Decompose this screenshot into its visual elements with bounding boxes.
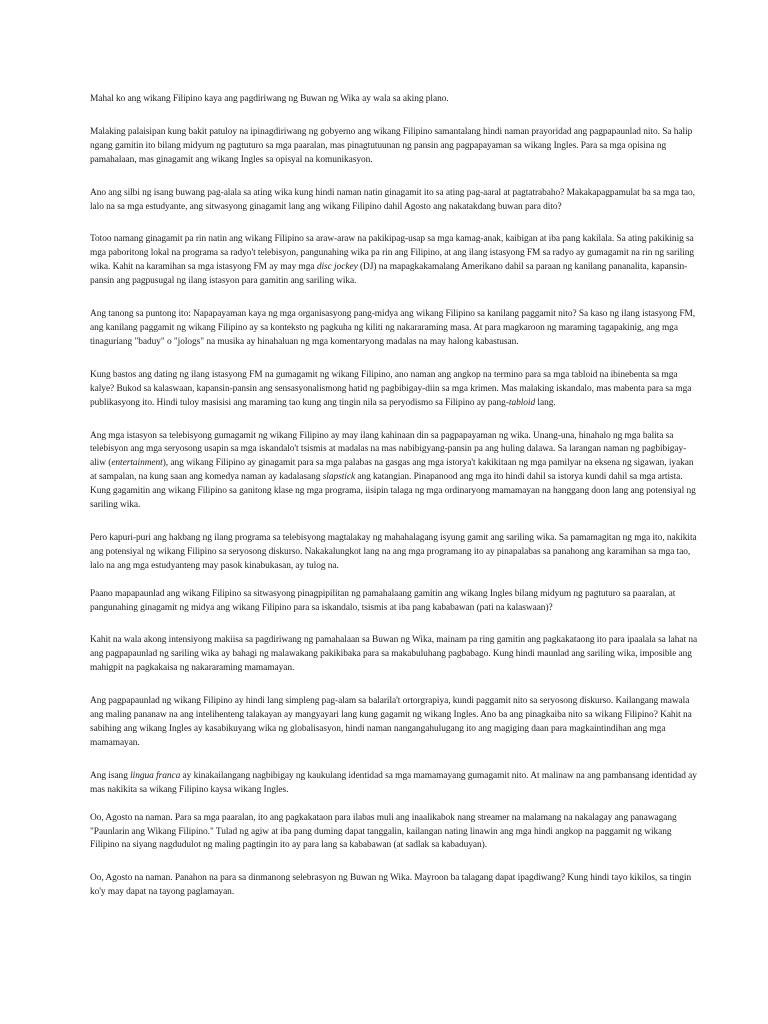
text-run: Kahit na wala akong intensiyong makiisa sa pagdiriwang ng pamahalaan sa Buwan ng Wika, mainam pa ring gamitin ang pagkakataong ito para ipaalala sa lahat na ang pagpapaunlad ng sariling wika ay bahagi ng malawakang pakikibaka para sa makabuluhang pagbabago. Kung hindi maunlad ang sariling wika, imposible ang mahigpit na pagkakaisa ng nakararaming mamamayan. [90,635,698,674]
italic-term: slapstick [322,472,356,483]
text-run: (DJ) na mapagkakamalang Amerikano dahil sa paraan ng kanilang pananalita, kapansin-pansin ang pagpusugal ng ilang istasyon para gamitin ang sariling wika. [90,262,688,287]
paragraph [90,430,702,513]
italic-term: entertainment [111,458,163,469]
text-run: Ang mga istasyon sa telebisyong gumagamit ng wikang Filipino ay may ilang kahinaan din sa pagpapayaman ng wika. Unang-una, hinahalo ng mga balita sa telebisyon ang mga seryosong usapin sa mga iskandalo't tsismis at madalas na mas nabibigyang-pansin pa ang huling dalawa. Sa larangan naman ng pagbibigay-aliw ( [90,430,687,469]
paragraph [90,872,702,900]
text-run: lang. [535,397,556,408]
text-run: ang katangian. Pinapanood ang mga ito hindi dahil sa istorya kundi dahil sa mga artista. Kung gagamitin ang wikang Filipino sa ganitong klase ng mga programa, iisipin talaga ng mga ordinaryong mamamayan na hanggang doon lang ang potensiyal ng sariling wika. [90,472,696,511]
text-run: ay kinakailangang nagbibigay ng kaukulang identidad sa mga mamamayang gumagamit nito. At malinaw na ang pambansang identidad ay mas nakikita sa wikang Filipino kaysa wikang Ingles. [90,770,697,795]
paragraph [90,812,702,854]
paragraph [90,126,702,168]
paragraph [90,187,702,215]
paragraph [90,588,702,616]
paragraph [90,770,702,798]
text-run: Malaking palaisipan kung bakit patuloy na ipinagdiriwang ng gobyerno ang wikang Filipino samantalang hindi naman prayoridad ang pagpapaunlad nito. Sa halip ngang gamitin ito bilang midyum ng pagtuturo sa mga paaralan, mas pinagtutuunan ng pansin ang pagpapayaman sa wikang Ingles. Para sa mga opisina ng pamahalaan, mas ginagamit ang wikang Ingles sa opisyal na komunikasyon. [90,126,693,165]
paragraph [90,369,702,411]
paragraph [90,532,702,574]
paragraph [90,308,702,350]
italic-term: disc jockey [316,262,358,273]
text-run: Totoo namang ginagamit pa rin natin ang wikang Filipino sa araw-araw na pakikipag-usap sa mga kamag-anak, kaibigan at iba pang kakilala. Sa ating pakikinig sa mga paboritong lokal na programa sa radyo't telebisyon, pangunahing wika pa rin ang Filipino, at ang ilang istasyong FM sa radyo ay gumagamit na rin ng sariling wika. Kahit na karamihan sa mga istasyong FM ay may mga [90,234,694,273]
text-run: Ang tanong sa puntong ito: Napapayaman kaya ng mga organisasyong pang-midya ang wikang Filipino sa kanilang paggamit nito? Sa kaso ng ilang istasyong FM, ang kanilang paggamit ng wikang Filipino ay sa konteksto ng pagkuha ng kiliti ng nakararaming masa. At para magkaroon ng maraming tagapakinig, ang mga tinaguriang "baduy" o "jologs" na musika ay hinahaluan ng mga komentaryong madalas na may halong kabastusan. [90,309,696,347]
text-run: Ang isang [90,770,131,781]
text-run: Mahal ko ang wikang Filipino kaya ang pagdiriwang ng Buwan ng Wika ay wala sa aking plano. [90,94,449,104]
paragraph [90,233,702,289]
document-page [90,93,702,900]
italic-term: lingua franca [130,770,181,781]
text-run: Pero kapuri-puri ang hakbang ng ilang programa sa telebisyong magtalakay ng mahahalagang isyung gamit ang sariling wika. Sa pamamagitan ng mga ito, nakikita ang potensiyal ng wikang Filipino sa seryosong diskurso. Nakakalungkot lang na ang mga programang ito ay pinapalabas sa panahong ang karamihan sa mga tao, lalo na ang mga estudyanteng may pasok kinabukasan, ay tulog na. [90,532,697,571]
paragraph [90,634,702,676]
text-run: Oo, Agosto na naman. Panahon na para sa dinmanong selebrasyon ng Buwan ng Wika. Mayroon ba talagang dapat ipagdiwang? Kung hindi tayo kikilos, sa tingin ko'y may dapat na tayong paglamayan. [90,873,692,898]
text-run: Kung bastos ang dating ng ilang istasyong FM na gumagamit ng wikang Filipino, ano naman ang angkop na termino para sa mga tabloid na ibinebenta sa mga kalye? Bukod sa kalaswaan, kapansin-pansin ang sensasyonalismong hatid ng pagbibigay-diin sa mga krimen. Mas malaking iskandalo, mas mabenta para sa mga publikasyong ito. Hindi tuloy masisisi ang maraming tao kung ang tingin nila sa peryodismo sa Filipino ay pang- [90,369,692,408]
italic-term: tabloid [508,397,536,408]
text-run: Oo, Agosto na naman. Para sa mga paaralan, ito ang pagkakataon para ilabas muli ang inaalikabok nang streamer na malamang na nakalagay ang panawagang "Paunlarin ang Wikang Filipino." Tulad ng agiw at iba pang duming dapat tanggalin, kailangan nating linawin ang mga hindi angkop na paggamit ng wikang Filipino na siyang nagdudulot ng maling pagtingin ito ay para lang sa kababawan (at sadlak sa kabaduyan). [90,812,677,851]
paragraph [90,93,702,107]
text-run: ), ang wikang Filipino ay ginagamit para sa mga palabas na gasgas ang mga istorya't kakikitaan ng mga pamilyar na eksena ng sigawan, iyakan at sampalan, na kung saan ang komedya naman ay kadalasang [90,458,694,483]
text-run: Ang pagpapaunlad ng wikang Filipino ay hindi lang simpleng pag-alam sa balarila't ortorgrapiya, kundi paggamit nito sa seryosong diskurso. Kailangang mawala ang maling pananaw na ang intelihenteng talakayan ay mangyayari lang kung gagamit ng wikang Ingles. Ano ba ang pinagkaiba nito sa wikang Filipino? Kahit na sabihing ang wikang Ingles ay kasabikuyang wika ng globalisasyon, hindi naman nangangahulugang ito ang magiging daan para magkaintindihan ang mga mamamayan. [90,696,692,748]
paragraph [90,695,702,751]
text-run: Ano ang silbi ng isang buwang pag-alala sa ating wika kung hindi naman natin ginagamit ito sa ating pag-aaral at pagtatrabaho? Makakapagpamulat ba sa mga tao, lalo na sa mga estudyante, ang sitwasyong ginagamit lang ang wikang Filipino dahil Agosto ang nakatakdang buwan para dito? [90,187,695,212]
text-run: Paano mapapaunlad ang wikang Filipino sa sitwasyong pinagpipilitan ng pamahalaang gamitin ang wikang Ingles bilang midyum ng pagtuturo sa paaralan, at pangunahing ginagamit ng midya ang wikang Filipino para sa iskandalo, tsismis at iba pang kababawan (pati na kalaswaan)? [90,588,676,613]
